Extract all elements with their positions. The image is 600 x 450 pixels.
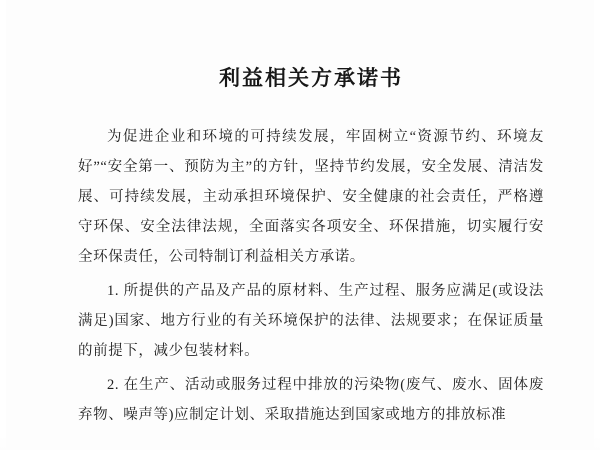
document-body [78, 122, 544, 430]
paragraph: 1. 所提供的产品及产品的原材料、生产过程、服务应满足(或设法满足)国家、地方行业的有关环境保护的法律、法规要求；在保证质量的前提下，减少包装材料。 [78, 283, 544, 359]
paragraph: 2. 在生产、活动或服务过程中排放的污染物(废气、废水、固体废弃物、噪声等)应制定计划、采取措施达到国家或地方的排放标准 [78, 377, 544, 423]
page-right-margin [594, 0, 600, 450]
document-content [78, 0, 544, 450]
page-left-margin [0, 0, 6, 450]
document-title: 利益相关方承诺书 [219, 66, 403, 90]
paragraph: 为促进企业和环境的可持续发展，牢固树立“资源节约、环境友好”“安全第一、预防为主”的方针，坚持节约发展，安全发展、清洁发展、可持续发展，主动承担环境保护、安全健康的社会责任，严格遵守环保、安全法律法规，全面落实各项安全、环保措施，切实履行安全环保责任，公司特制订利益相关方承诺。 [78, 129, 544, 265]
